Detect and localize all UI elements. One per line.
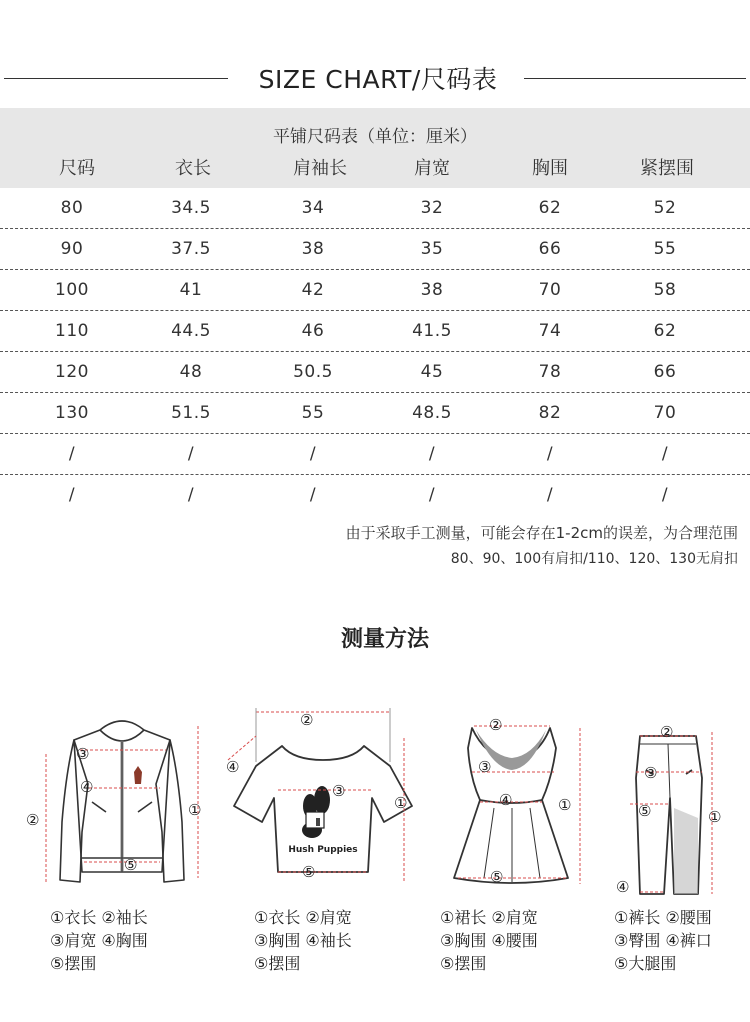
table-cell: 90 [60, 239, 84, 259]
tshirt-diagram [222, 702, 422, 892]
table-cell: 70 [653, 403, 677, 423]
marker-label: ② [300, 711, 314, 729]
table-cell: 58 [653, 280, 677, 300]
table-cell: 55 [653, 239, 677, 259]
table-cell: 110 [55, 321, 89, 341]
table-cell: / [309, 485, 317, 505]
table-cell: 48 [179, 362, 203, 382]
table-cell: 52 [653, 198, 677, 218]
table-cell: 41.5 [412, 321, 452, 341]
legend-line: ③胸围 ④袖长 [254, 931, 352, 950]
table-row [0, 434, 750, 475]
table-cell: 42 [301, 280, 325, 300]
marker-label: ③ [478, 758, 492, 776]
table-cell: 38 [420, 280, 444, 300]
column-header: 肩袖长 [293, 158, 347, 179]
column-headers [0, 154, 750, 182]
legend-line: ①裤长 ②腰围 [614, 908, 712, 927]
table-cell: / [661, 485, 669, 505]
marker-label: ⑤ [490, 868, 504, 886]
legend-line: ①衣长 ②肩宽 [254, 908, 352, 927]
table-row [0, 352, 750, 393]
table-cell: 120 [55, 362, 89, 382]
table-cell: 38 [301, 239, 325, 259]
brand-name: Hush Puppies [288, 845, 358, 855]
pants-diagram [612, 718, 732, 898]
table-row [0, 393, 750, 434]
jacket-legend [50, 906, 148, 975]
title-divider-left [4, 78, 228, 79]
marker-label: ③ [644, 764, 658, 782]
tshirt-legend [254, 906, 352, 975]
table-cell: / [428, 485, 436, 505]
dress-diagram [432, 708, 592, 894]
table-cell: / [546, 444, 554, 464]
legend-line: ⑤摆围 [440, 954, 487, 973]
column-header: 衣长 [175, 158, 211, 179]
table-cell: 62 [653, 321, 677, 341]
jacket-right-sleeve [156, 740, 184, 882]
legend-line: ①衣长 ②袖长 [50, 908, 148, 927]
table-cell: / [309, 444, 317, 464]
title-divider-right [524, 78, 746, 79]
size-chart-title-row [0, 56, 750, 100]
column-header: 紧摆围 [640, 158, 694, 179]
legend-line: ⑤大腿围 [614, 954, 677, 973]
table-cell: 32 [420, 198, 444, 218]
marker-label: ① [394, 794, 408, 812]
size-table-body [0, 188, 750, 515]
table-cell: 100 [55, 280, 89, 300]
table-cell: / [68, 485, 76, 505]
brand-logo-icon [134, 766, 142, 784]
legend-line: ⑤摆围 [50, 954, 97, 973]
table-cell: 55 [301, 403, 325, 423]
legend-line: ③胸围 ④腰围 [440, 931, 538, 950]
table-cell: 50.5 [293, 362, 333, 382]
table-cell: / [428, 444, 436, 464]
table-row [0, 229, 750, 270]
table-cell: 78 [538, 362, 562, 382]
table-header-band [0, 108, 750, 188]
measurement-error-note: 由于采取手工测量，可能会存在1-2cm的误差，为合理范围 [345, 524, 738, 542]
table-cell: 46 [301, 321, 325, 341]
table-cell: 66 [538, 239, 562, 259]
legend-line: ③肩宽 ④胸围 [50, 931, 148, 950]
legend-line: ①裙长 ②肩宽 [440, 908, 538, 927]
marker-label: ③ [332, 782, 346, 800]
table-subtitle: 平铺尺码表（单位：厘米） [273, 127, 477, 147]
page-title: SIZE CHART/尺码表 [258, 65, 498, 94]
table-cell: 80 [60, 198, 84, 218]
table-cell: / [68, 444, 76, 464]
table-cell: 66 [653, 362, 677, 382]
marker-label: ⑤ [302, 863, 316, 881]
marker-label: ④ [226, 758, 240, 776]
marker-label: ② [26, 811, 40, 829]
marker-label: ⑤ [638, 802, 652, 820]
marker-label: ② [489, 716, 503, 734]
table-cell: 62 [538, 198, 562, 218]
table-cell: / [187, 444, 195, 464]
marker-label: ④ [80, 778, 94, 796]
table-cell: 48.5 [412, 403, 452, 423]
column-header: 尺码 [59, 158, 95, 179]
table-cell: 41 [179, 280, 203, 300]
legend-line: ③臀围 ④裤口 [614, 931, 712, 950]
marker-label: ① [188, 801, 202, 819]
legend-line: ⑤摆围 [254, 954, 301, 973]
marker-label: ② [660, 723, 674, 741]
table-row [0, 311, 750, 352]
table-cell: 51.5 [171, 403, 211, 423]
table-cell: 74 [538, 321, 562, 341]
marker-label: ① [558, 796, 572, 814]
table-cell: 82 [538, 403, 562, 423]
table-cell: 34.5 [171, 198, 211, 218]
table-row [0, 270, 750, 311]
table-cell: / [546, 485, 554, 505]
hush-puppies-dog-icon [316, 818, 320, 826]
table-row [0, 188, 750, 229]
table-cell: 45 [420, 362, 444, 382]
table-cell: 44.5 [171, 321, 211, 341]
table-cell: 34 [301, 198, 325, 218]
jacket-diagram [22, 712, 222, 892]
marker-label: ④ [616, 878, 630, 896]
table-row [0, 475, 750, 515]
marker-label: ③ [76, 745, 90, 763]
table-cell: 35 [420, 239, 444, 259]
pants-legend [614, 906, 712, 975]
table-cell: / [187, 485, 195, 505]
marker-label: ⑤ [124, 856, 138, 874]
table-cell: 37.5 [171, 239, 211, 259]
shoulder-button-note: 80、90、100有肩扣/110、120、130无肩扣 [450, 551, 738, 567]
table-cell: 130 [55, 403, 89, 423]
table-cell: / [661, 444, 669, 464]
measure-method-title: 测量方法 [340, 627, 429, 652]
table-cell: 70 [538, 280, 562, 300]
marker-label: ④ [499, 791, 513, 809]
sleeve-length-line [228, 736, 256, 760]
column-header: 胸围 [532, 158, 568, 179]
column-header: 肩宽 [414, 158, 450, 179]
marker-label: ① [708, 808, 722, 826]
dress-legend [440, 906, 538, 975]
